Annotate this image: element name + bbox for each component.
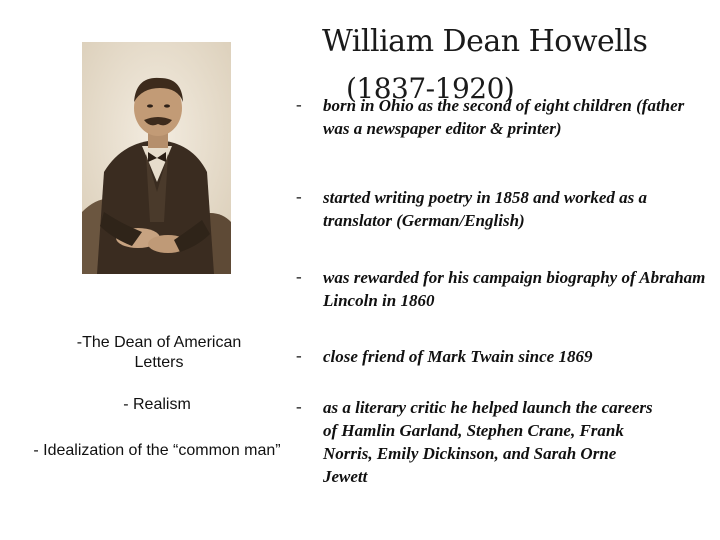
bullet-item: born in Ohio as the second of eight children (father was a newspaper editor & printer) (323, 96, 685, 138)
side-note-dean: -The Dean of American Letters (76, 334, 242, 371)
bullet-item: was rewarded for his campaign biography of Abraham Lincoln in 1860 (323, 268, 706, 310)
page-title: William Dean Howells (322, 24, 648, 59)
portrait-photo (82, 42, 231, 274)
bullet-marker: - (296, 95, 302, 114)
side-note-common-man: - Idealization of the “common man” (33, 442, 281, 459)
side-note-realism: - Realism (123, 396, 191, 413)
bullet-item: as a literary critic he helped launch the careers of Hamlin Garland, Stephen Crane, Frank Norris, Emily Dickinson, and Sarah Orne Jewett (323, 398, 653, 486)
bullet-marker: - (296, 346, 302, 365)
lifespan-years: (1837-1920) (346, 72, 515, 105)
bullet-marker: - (296, 397, 302, 416)
portrait-image (82, 42, 231, 274)
bullet-item: started writing poetry in 1858 and worked as a translator (German/English) (323, 188, 647, 230)
bullet-marker: - (296, 187, 302, 206)
bullet-item: close friend of Mark Twain since 1869 (323, 347, 593, 366)
bullet-marker: - (296, 267, 302, 286)
